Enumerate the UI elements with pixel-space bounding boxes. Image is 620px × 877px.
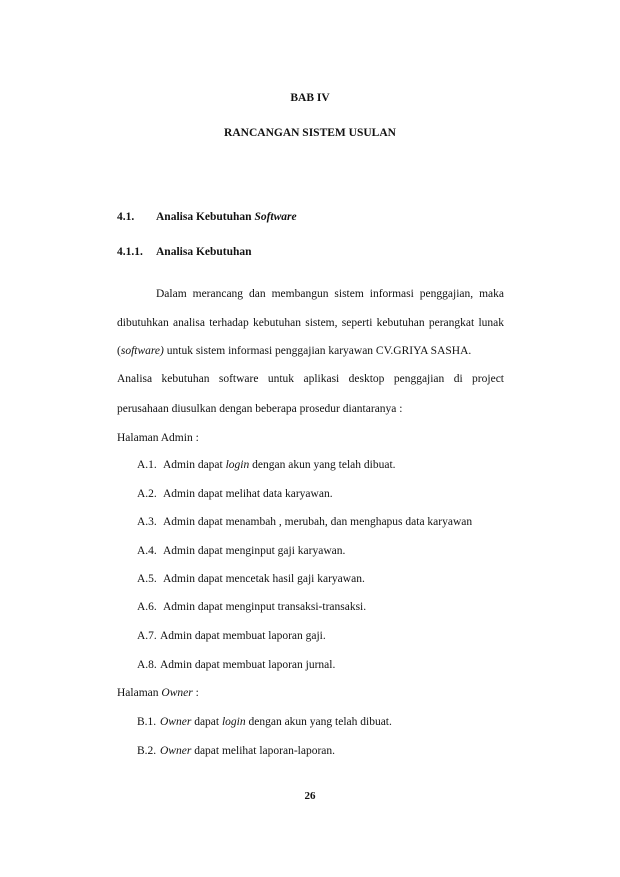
chapter-subtitle: RANCANGAN SISTEM USULAN (224, 127, 396, 139)
owner-heading-text: Halaman (117, 687, 162, 699)
item-number: A.7. (137, 630, 157, 642)
item-number: A.3. (137, 516, 157, 528)
section-heading (117, 210, 297, 224)
item-text-italic: Owner (160, 745, 192, 757)
paragraph-text: ( (117, 345, 121, 357)
item-text: Admin dapat menginput transaksi-transaksi. (163, 601, 367, 613)
item-text: Admin dapat melihat data karyawan. (163, 488, 333, 500)
list-item (137, 715, 392, 729)
item-number: A.6. (137, 601, 157, 613)
section-title: Analisa Kebutuhan (156, 211, 255, 223)
item-number: A.1. (137, 459, 157, 471)
item-text: dengan akun yang telah dibuat. (249, 459, 396, 471)
list-item (137, 658, 335, 672)
item-number: A.4. (137, 545, 157, 557)
subsection-number: 4.1.1. (117, 246, 143, 258)
paragraph-line: dibutuhkan analisa terhadap kebutuhan sistem, seperti kebutuhan perangkat lunak (117, 317, 504, 329)
list-item (137, 600, 366, 614)
item-text: dengan akun yang telah dibuat. (245, 716, 392, 728)
list-item (137, 515, 472, 529)
owner-heading (117, 686, 199, 700)
item-number: A.5. (137, 573, 157, 585)
item-number: A.2. (137, 488, 157, 500)
paragraph-text: untuk sistem informasi penggajian karyawan CV.GRIYA SASHA. (163, 345, 472, 357)
paragraph-line (117, 344, 471, 358)
page-number: 26 (304, 790, 316, 802)
paragraph-line: perusahaan diusulkan dengan beberapa prosedur diantaranya : (117, 403, 403, 415)
item-number: B.2. (137, 745, 157, 757)
item-number: B.1. (137, 716, 157, 728)
item-text: Admin dapat membuat laporan gaji. (160, 630, 326, 642)
item-number: A.8. (137, 659, 157, 671)
paragraph-line: Analisa kebutuhan software untuk aplikasi desktop penggajian di project (117, 373, 504, 385)
section-title-italic: Software (254, 211, 297, 223)
owner-heading-italic: Owner (161, 687, 193, 699)
software-term: software) (120, 345, 164, 357)
owner-heading-text: : (192, 687, 199, 699)
item-text: Admin dapat menginput gaji karyawan. (163, 545, 346, 557)
item-text: dapat melihat laporan-laporan. (191, 745, 336, 757)
section-number: 4.1. (117, 211, 135, 223)
admin-heading: Halaman Admin : (117, 432, 199, 444)
item-text: Admin dapat mencetak hasil gaji karyawan. (163, 573, 365, 585)
item-text: Admin dapat (163, 459, 226, 471)
item-text: Admin dapat menambah , merubah, dan menghapus data karyawan (163, 516, 473, 528)
item-text-italic: login (221, 716, 246, 728)
item-text-italic: login (225, 459, 250, 471)
subsection-title: Analisa Kebutuhan (156, 246, 252, 258)
list-item (137, 629, 326, 643)
item-text: Admin dapat membuat laporan jurnal. (160, 659, 336, 671)
paragraph-line: Dalam merancang dan membangun sistem informasi penggajian, maka (156, 288, 504, 300)
chapter-title: BAB IV (290, 92, 330, 104)
list-item (137, 458, 396, 472)
item-text-italic: Owner (160, 716, 192, 728)
item-text: dapat (191, 716, 222, 728)
list-item (137, 487, 333, 501)
subsection-heading (117, 245, 252, 259)
list-item (137, 744, 335, 758)
list-item (137, 544, 345, 558)
list-item (137, 572, 365, 586)
